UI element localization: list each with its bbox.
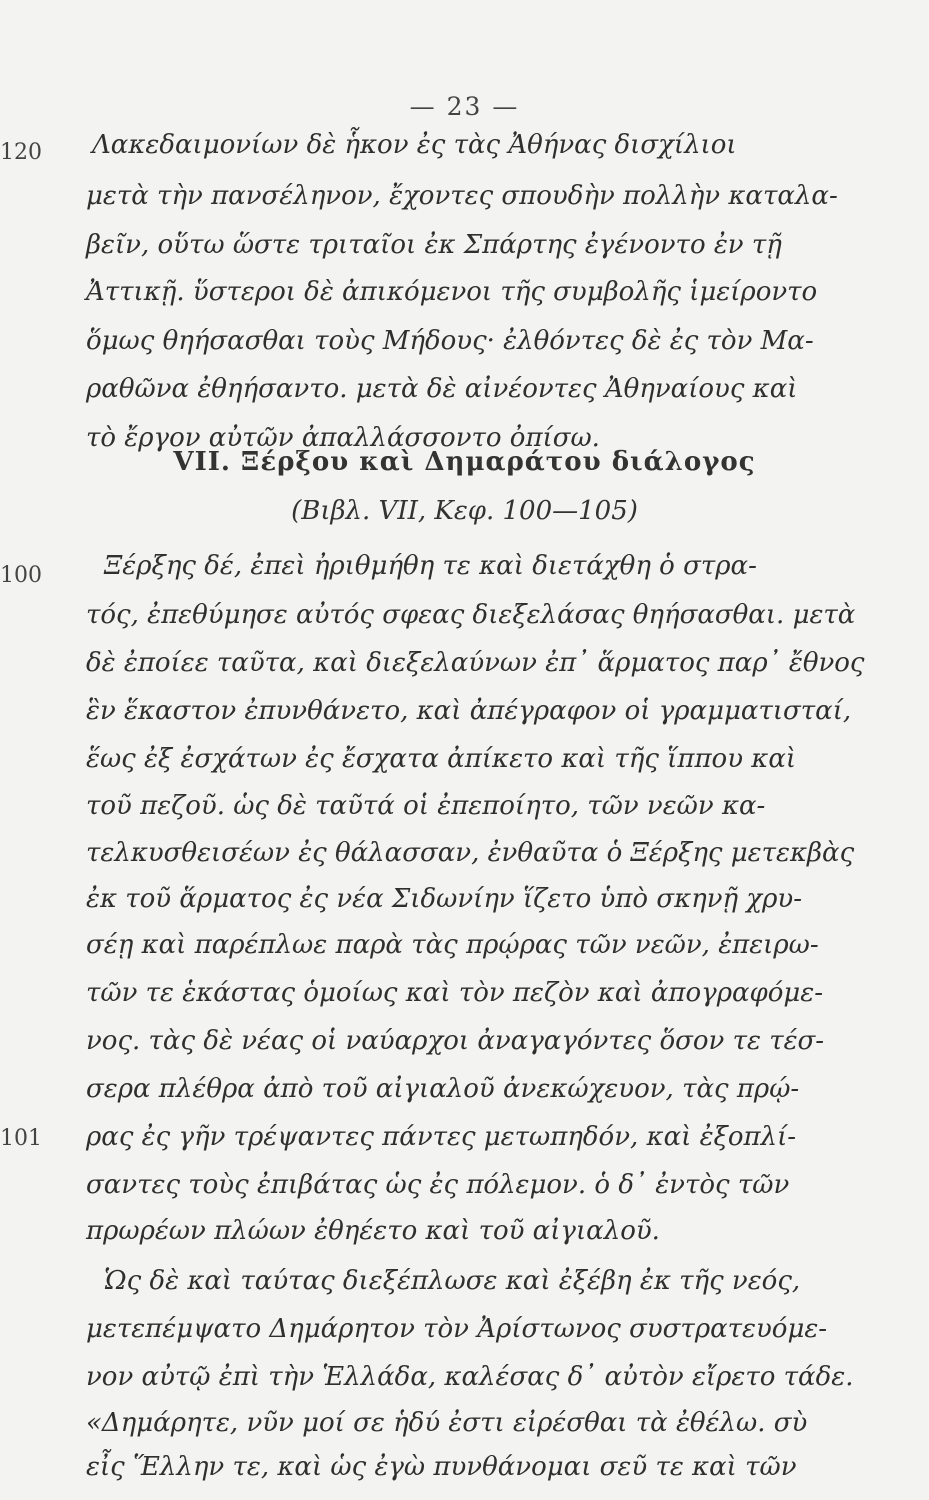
text-line: ὅμως θηήσασθαι τοὺς Μήδους· ἐλθόντες δὲ ἐς τὸν Μα- [86,326,814,356]
text-line: πρωρέων πλώων ἐθηέετο καὶ τοῦ αἰγιαλοῦ. [86,1216,660,1246]
text-line: τός, ἐπεθύμησε αὐτός σφεας διεξελάσας θηήσασθαι. μετὰ [86,600,856,630]
text-line: σέῃ καὶ παρέπλωε παρὰ τὰς πρῴρας τῶν νεῶν, ἐπειρω- [86,930,819,960]
text-line: ἓν ἕκαστον ἐπυνθάνετο, καὶ ἀπέγραφον οἱ γραμματισταί, [86,696,852,726]
section-reference: (Βιβλ. VII, Κεφ. 100—105) [291,496,638,526]
text-line: Λακεδαιμονίων δὲ ἧκον ἐς τὰς Ἀθήνας δισχίλιοι [92,130,737,160]
text-line: τελκυσθεισέων ἐς θάλασσαν, ἐνθαῦτα ὁ Ξέρξης μετεκβὰς [86,838,855,868]
text-line: Ὡς δὲ καὶ ταύτας διεξέπλωσε καὶ ἐξέβη ἐκ τῆς νεός, [104,1266,801,1296]
text-line: μετὰ τὴν πανσέληνον, ἔχοντες σπουδὴν πολλὴν καταλα- [86,181,838,211]
margin-number: 101 [0,1126,42,1151]
text-line: ρας ἐς γῆν τρέψαντες πάντες μετωπηδόν, καὶ ἐξοπλί- [86,1122,797,1152]
text-line: «Δημάρητε, νῦν μοί σε ἡδύ ἐστι εἰρέσθαι τὰ ἐθέλω. σὺ [86,1408,808,1438]
text-line: δὲ ἐποίεε ταῦτα, καὶ διεξελαύνων ἐπ᾽ ἅρματος παρ᾽ ἔθνος [86,648,865,678]
text-line: βεῖν, οὕτω ὥστε τριταῖοι ἐκ Σπάρτης ἐγένοντο ἐν τῇ [86,230,782,260]
text-line: εἶς Ἕλλην τε, καὶ ὡς ἐγὼ πυνθάνομαι σεῦ τε καὶ τῶν [86,1452,797,1482]
text-line: τοῦ πεζοῦ. ὡς δὲ ταῦτά οἱ ἐπεποίητο, τῶν νεῶν κα- [86,791,766,821]
margin-number: 120 [0,140,42,165]
section-title: VII. Ξέρξου καὶ Δημαράτου διάλογος [173,447,756,477]
text-line: νος. τὰς δὲ νέας οἱ ναύαρχοι ἀναγαγόντες ὅσον τε τέσ- [86,1026,825,1056]
text-line: ραθῶνα ἐθηήσαντο. μετὰ δὲ αἰνέοντες Ἀθηναίους καὶ [86,374,798,404]
text-line: τὸ ἔργον αὐτῶν ἀπαλλάσσοντο ὀπίσω. [86,423,600,453]
text-line: Ξέρξης δέ, ἐπεὶ ἠριθμήθη τε καὶ διετάχθη ὁ στρα- [104,551,757,581]
margin-number: 100 [0,563,42,588]
page-number: — 23 — [409,92,520,121]
text-line: ἕως ἐξ ἐσχάτων ἐς ἔσχατα ἀπίκετο καὶ τῆς ἵππου καὶ [86,744,797,774]
text-line: σαντες τοὺς ἐπιβάτας ὡς ἐς πόλεμον. ὁ δ᾽ ἐντὸς τῶν [86,1170,790,1200]
text-line: ἐκ τοῦ ἅρματος ἐς νέα Σιδωνίην ἵζετο ὑπὸ σκηνῇ χρυ- [86,884,802,914]
text-line: μετεπέμψατο Δημάρητον τὸν Ἀρίστωνος συστρατευόμε- [86,1314,828,1344]
text-line: σερα πλέθρα ἀπὸ τοῦ αἰγιαλοῦ ἀνεκώχευον, τὰς πρῴ- [86,1074,800,1104]
text-line: Ἀττικῇ. ὕστεροι δὲ ἀπικόμενοι τῆς συμβολῆς ἱμείροντο [86,277,818,307]
text-line: νον αὐτῷ ἐπὶ τὴν Ἑλλάδα, καλέσας δ᾽ αὐτὸν εἴρετο τάδε. [86,1362,854,1392]
text-line: τῶν τε ἑκάστας ὁμοίως καὶ τὸν πεζὸν καὶ ἀπογραφόμε- [86,978,824,1008]
